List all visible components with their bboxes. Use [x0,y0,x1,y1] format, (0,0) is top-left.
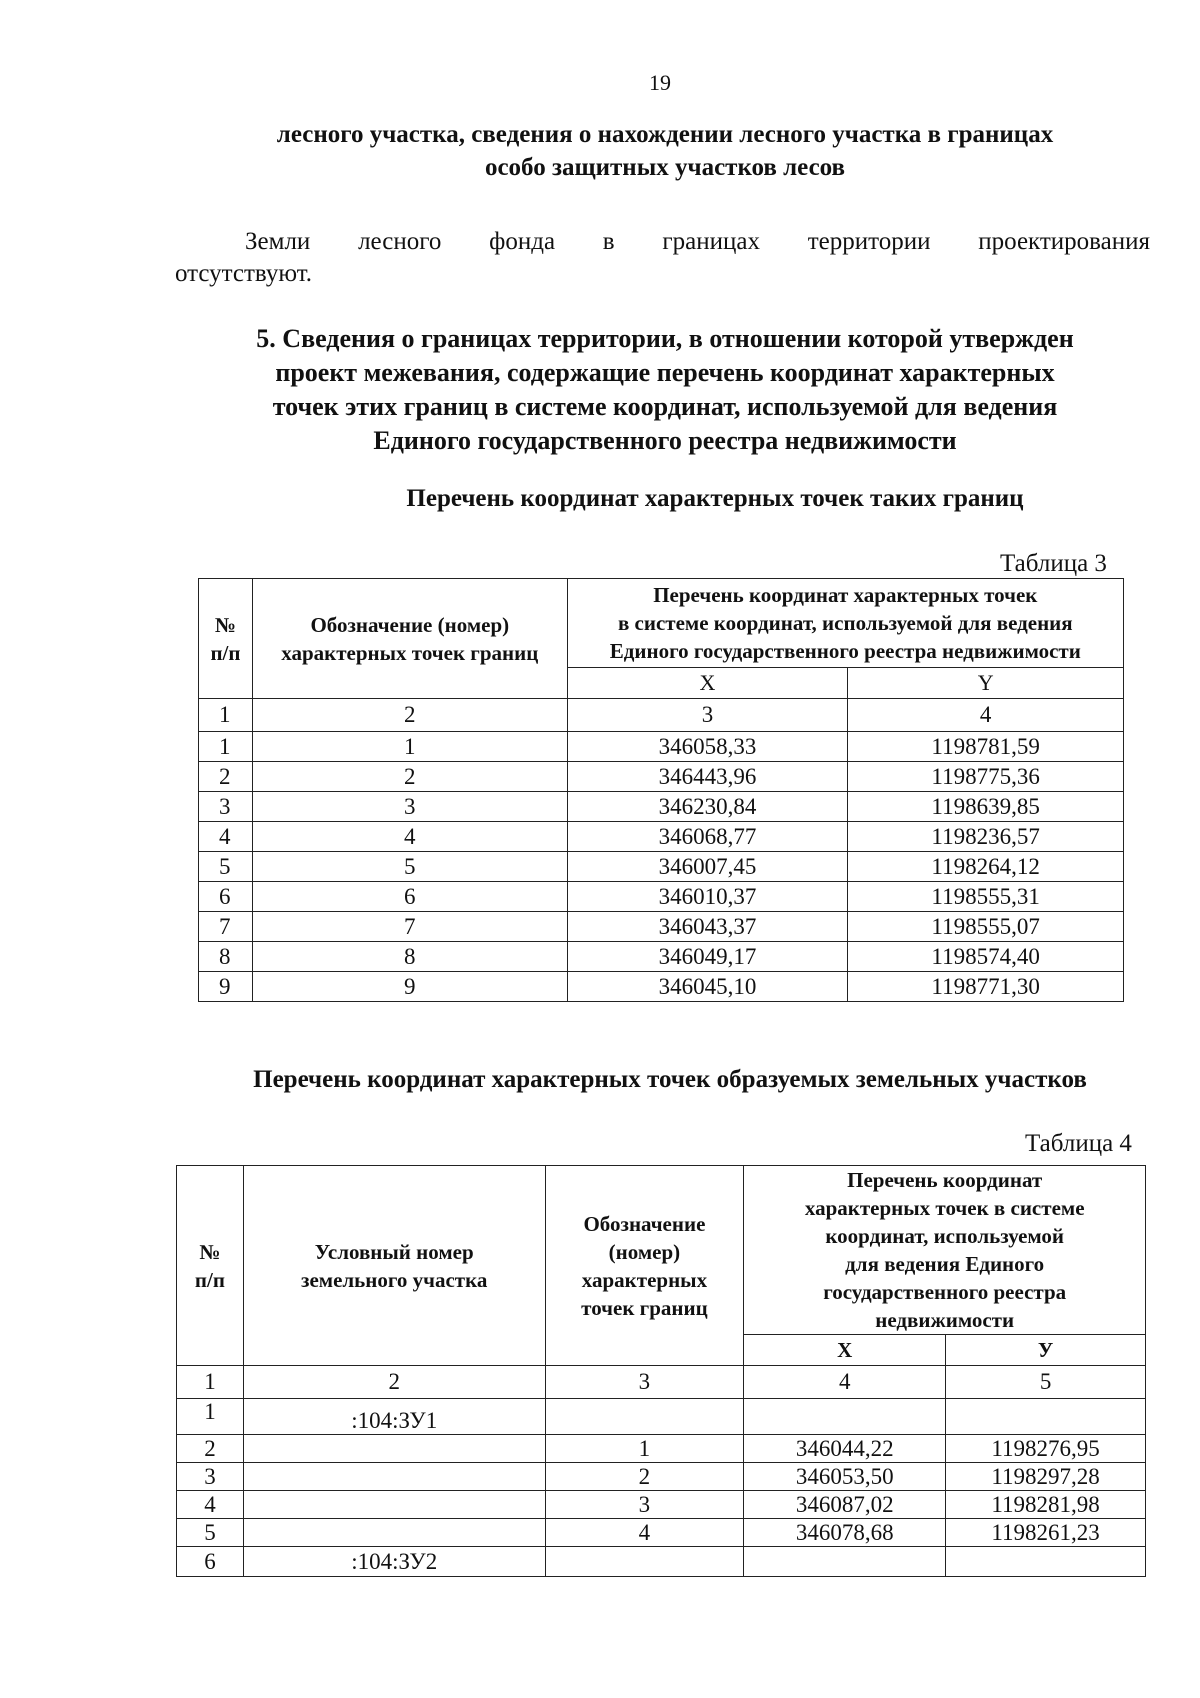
header-line: Единого государственного реестра недвижимости [609,639,1081,663]
cell-num: 8 [199,942,253,972]
header-coordinates [567,579,1123,668]
paragraph-line: отсутствуют. [175,260,313,287]
paragraph-line: Земли лесного фонда в границах территории проектирования [245,228,1150,255]
table-row [177,1399,1146,1435]
header-line: Перечень координат [847,1168,1043,1192]
cell-point: 5 [252,852,567,882]
cell-x [744,1547,946,1577]
section-5-heading [175,322,1155,458]
header-line: характерных [581,1267,708,1292]
table3-caption: Таблица 3 [1000,550,1107,577]
column-number: 5 [946,1366,1146,1399]
cell-y: 1198775,36 [848,762,1124,792]
cell-x: 346045,10 [567,972,848,1002]
header-number [199,579,253,699]
heading-line: лесного участка, сведения о нахождении лесного участка в границах [276,121,1054,148]
cell-y: 1198281,98 [946,1491,1146,1519]
cell-num: 3 [177,1463,244,1491]
header-y: У [946,1335,1146,1366]
header-x: X [744,1335,946,1366]
cell-point: 6 [252,882,567,912]
cell-y [946,1547,1146,1577]
column-number: 2 [252,699,567,732]
cell-num: 1 [199,732,253,762]
cell-point: 9 [252,972,567,1002]
cell-point: 4 [252,822,567,852]
header-line: для ведения Единого [845,1252,1045,1276]
table-row [199,942,1124,972]
table-row [177,1463,1146,1491]
heading-line: 5. Сведения о границах территории, в отношении которой утвержден [256,324,1074,353]
cell-y: 1198236,57 [848,822,1124,852]
cell-point: 2 [545,1463,744,1491]
cell-x: 346007,45 [567,852,848,882]
table-row [177,1435,1146,1463]
header-parcel-number [243,1166,545,1366]
section-heading-continuation [175,118,1155,184]
header-line: координат, используемой [825,1224,1065,1248]
table-3 [198,578,1124,1002]
table-row [177,1491,1146,1519]
header-x: X [567,668,848,699]
cell-parcel [243,1463,545,1491]
cell-y: 1198297,28 [946,1463,1146,1491]
cell-point: 1 [252,732,567,762]
cell-point: 3 [252,792,567,822]
column-number: 4 [848,699,1124,732]
cell-y: 1198574,40 [848,942,1124,972]
table-row [199,972,1124,1002]
header-line: земельного участка [301,1267,488,1292]
cell-num: 5 [177,1519,244,1547]
header-line: Обозначение [583,1211,706,1236]
table-row [199,762,1124,792]
cell-x: 346230,84 [567,792,848,822]
table-4 [176,1165,1146,1577]
column-number: 2 [243,1366,545,1399]
cell-num: 7 [199,912,253,942]
cell-x: 346068,77 [567,822,848,852]
cell-y: 1198555,31 [848,882,1124,912]
cell-num: 4 [177,1491,244,1519]
cell-num: 2 [177,1435,244,1463]
cell-y: 1198261,23 [946,1519,1146,1547]
cell-x: 346043,37 [567,912,848,942]
cell-parcel [243,1491,545,1519]
cell-y: 1198639,85 [848,792,1124,822]
heading-line: проект межевания, содержащие перечень координат характерных [275,358,1055,387]
cell-point [545,1547,744,1577]
cell-y: 1198276,95 [946,1435,1146,1463]
header-line: точек границ [581,1295,708,1320]
heading-line: Единого государственного реестра недвижимости [373,426,957,455]
column-number: 3 [545,1366,744,1399]
header-point-designation [252,579,567,699]
header-line: характерных точек границ [281,640,539,665]
cell-parcel: :104:ЗУ1 [243,1399,545,1435]
cell-x: 346443,96 [567,762,848,792]
table-row [199,732,1124,762]
cell-num: 4 [199,822,253,852]
header-line: № [199,1239,221,1264]
cell-x: 346058,33 [567,732,848,762]
table-row [177,1519,1146,1547]
cell-num: 6 [177,1547,244,1577]
header-line: п/п [210,640,241,665]
cell-num: 6 [199,882,253,912]
cell-parcel [243,1519,545,1547]
forest-paragraph [175,226,1150,290]
table-row [199,912,1124,942]
cell-parcel: :104:ЗУ2 [243,1547,545,1577]
header-line: недвижимости [875,1308,1015,1332]
cell-y: 1198555,07 [848,912,1124,942]
table4-title: Перечень координат характерных точек образуемых земельных участков [253,1066,1087,1093]
table-row [199,822,1124,852]
cell-x: 346044,22 [744,1435,946,1463]
cell-x: 346078,68 [744,1519,946,1547]
header-line: Обозначение (номер) [310,612,510,637]
table4-caption: Таблица 4 [1025,1130,1132,1157]
cell-point: 3 [545,1491,744,1519]
table-row [199,792,1124,822]
cell-parcel [243,1435,545,1463]
header-point-designation [545,1166,744,1366]
header-line: п/п [194,1267,225,1292]
cell-y: 1198264,12 [848,852,1124,882]
cell-num: 5 [199,852,253,882]
cell-y: 1198771,30 [848,972,1124,1002]
column-number: 1 [199,699,253,732]
cell-y: 1198781,59 [848,732,1124,762]
header-line: Условный номер [314,1239,474,1264]
cell-num: 9 [199,972,253,1002]
header-line: государственного реестра [823,1280,1067,1304]
cell-point [545,1399,744,1435]
cell-x: 346053,50 [744,1463,946,1491]
cell-x: 346049,17 [567,942,848,972]
cell-x: 346087,02 [744,1491,946,1519]
header-number [177,1166,244,1366]
cell-num: 1 [177,1399,244,1435]
header-y: Y [848,668,1124,699]
header-line: характерных точек в системе [804,1196,1085,1220]
cell-num: 2 [199,762,253,792]
header-line: № [214,612,237,637]
cell-point: 7 [252,912,567,942]
table3-title: Перечень координат характерных точек таких границ [406,485,1024,512]
cell-x: 346010,37 [567,882,848,912]
column-number: 4 [744,1366,946,1399]
table-row [199,852,1124,882]
header-line: Перечень координат характерных точек [653,583,1038,607]
cell-x [744,1399,946,1435]
table-row [199,882,1124,912]
heading-line: особо защитных участков лесов [484,154,846,181]
heading-line: точек этих границ в системе координат, используемой для ведения [272,392,1058,421]
cell-point: 4 [545,1519,744,1547]
cell-point: 1 [545,1435,744,1463]
cell-num: 3 [199,792,253,822]
cell-point: 8 [252,942,567,972]
column-number: 1 [177,1366,244,1399]
header-line: (номер) [608,1239,681,1264]
cell-point: 2 [252,762,567,792]
column-number: 3 [567,699,848,732]
table-row [177,1547,1146,1577]
header-coordinates [744,1166,1146,1335]
header-line: в системе координат, используемой для ведения [617,611,1073,635]
cell-y [946,1399,1146,1435]
page-number: 19 [649,70,671,95]
